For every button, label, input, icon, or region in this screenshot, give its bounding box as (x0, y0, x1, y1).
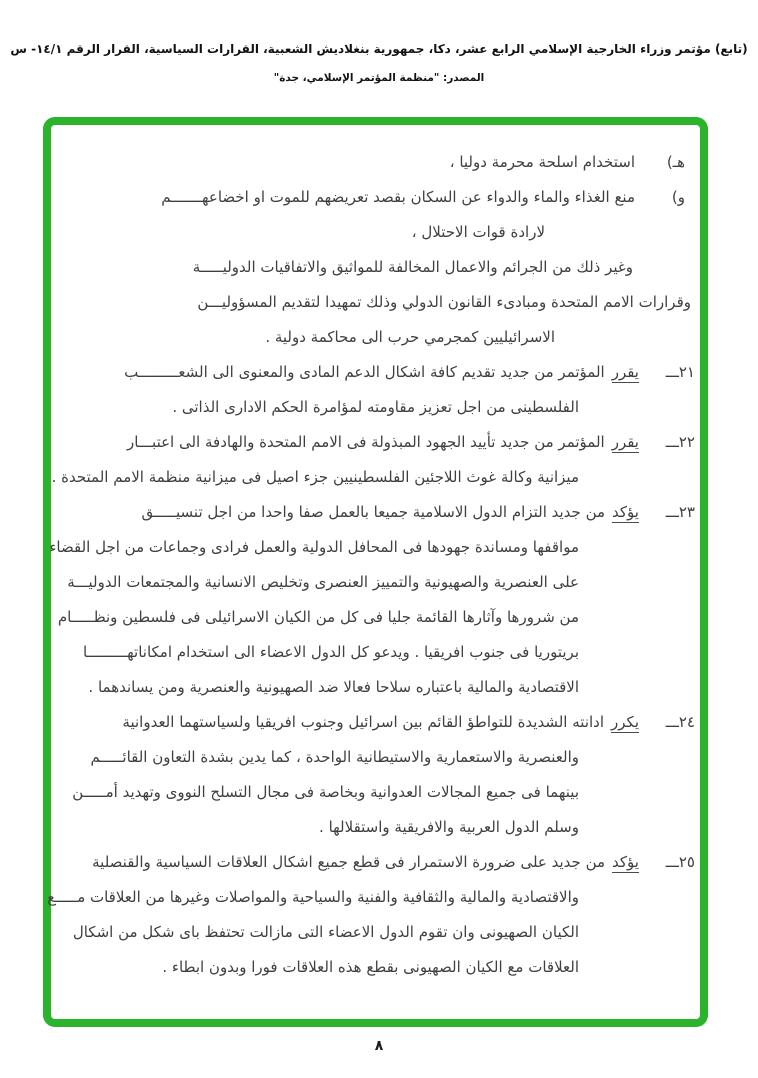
item-text: ادانته الشديدة للتواطؤ القائم بين اسرائيل وجنوب افريقيا ولسياستهما العدوانية (122, 713, 605, 731)
sub-item (79, 180, 685, 215)
resolution-item-first-line (79, 705, 695, 740)
resolution-item-first-line (79, 495, 695, 530)
item-line: والاقتصادية والمالية والثقافية والفنية والسياحية والمواصلات وغيرها من العلاقات مـــــع (47, 888, 579, 906)
source-line: المصدر: "منظمة المؤتمر الإسلامي، جدة" (273, 72, 485, 84)
page-number: ٨ (374, 1038, 384, 1054)
item-line: ميزانية وكالة غوث اللاجئين الفلسطينيين جزء اصيل فى ميزانية منظمة الامم المتحدة . (51, 468, 579, 486)
item-verb: يؤكد (612, 503, 639, 521)
sub-item-marker: هـ) (666, 153, 685, 171)
document-body (47, 125, 700, 1019)
sub-item-text: لارادة قوات الاحتلال ، (411, 223, 545, 241)
item-text: المؤتمر من جديد تقديم كافة اشكال الدعم المادى والمعنوى الى الشعـــــــــب (124, 363, 605, 381)
item-line: العلاقات مع الكيان الصهيونى بقطع هذه العلاقات فورا وبدون ابطاء . (162, 958, 579, 976)
resolution-item-first-line (79, 845, 695, 880)
item-text: من جديد على ضرورة الاستمرار فى قطع جميع اشكال العلاقات السياسية والقنصلية (92, 853, 606, 871)
item-line: الكيان الصهيونى وان تقوم الدول الاعضاء التى مازالت تحتفظ باى شكل من اشكال (72, 923, 579, 941)
item-line: مواقفها ومساندة جهودها فى المحافل الدولية والعمل فرادى وجماعات من اجل القضاء (49, 538, 579, 556)
item-verb: يؤكد (612, 853, 639, 871)
item-number: ٢١ـــ (665, 363, 695, 381)
sub-item-marker: و) (671, 188, 685, 206)
item-line: من شرورها وآثارها القائمة جليا فى كل من الكيان الاسرائيلى فى فلسطين ونظـــــام (57, 608, 579, 626)
sub-item-text: منع الغذاء والماء والدواء عن السكان بقصد تعريضهم للموت او اخضاعهـــــــم (161, 188, 635, 206)
item-line: والعنصرية والاستعمارية والاستيطانية الواحدة ، كما يدين بشدة التعاون القائـــــم (90, 748, 579, 766)
item-number: ٢٣ـــ (665, 503, 695, 521)
paragraph-line: وقرارات الامم المتحدة ومبادىء القانون الدولي وذلك تمهيدا لتقديم المسؤوليـــن (197, 293, 691, 311)
paragraph-line: وغير ذلك من الجرائم والاعمال المخالفة للمواثيق والاتفاقيات الدوليـــــة (192, 258, 633, 276)
item-verb: يكرر (611, 713, 639, 731)
paragraph-line: الاسرائيليين كمجرمي حرب الى محاكمة دولية . (265, 328, 555, 346)
item-line: بينهما فى جميع المجالات العدوانية وبخاصة فى مجال التسلح النووى وتهديد أمـــــن (72, 783, 579, 801)
item-number: ٢٤ـــ (665, 713, 695, 731)
item-verb: يقرر (611, 433, 639, 451)
sub-item-text: استخدام اسلحة محرمة دوليا ، (449, 153, 635, 171)
item-text: المؤتمر من جديد تأييد الجهود المبذولة فى الامم المتحدة والهادفة الى اعتبـــار (127, 433, 605, 451)
item-number: ٢٥ـــ (665, 853, 695, 871)
page-header-line-1: (تابع) مؤتمر وزراء الخارجية الإسلامي الرابع عشر، دكا، جمهورية بنغلاديش الشعبية، القرارات السياسية، القرار الرقم ١٤/١- س (10, 42, 748, 56)
resolution-item-first-line (79, 425, 695, 460)
item-line: الفلسطينى من اجل تعزيز مقاومته لمؤامرة الحكم الادارى الذاتى . (172, 398, 579, 416)
resolution-item-first-line (79, 355, 695, 390)
item-verb: يقرر (611, 363, 639, 381)
sub-item (79, 145, 685, 180)
item-number: ٢٢ـــ (665, 433, 695, 451)
item-text: من جديد التزام الدول الاسلامية جميعا بالعمل صفا واحدا من اجل تنسيـــــق (141, 503, 606, 521)
item-line: على العنصرية والصهيونية والتمييز العنصرى وتخليص الانسانية والمجتمعات الدوليـــة (67, 573, 579, 591)
item-line: بريتوريا فى جنوب افريقيا . ويدعو كل الدول الاعضاء الى استخدام امكاناتهـــــــــا (83, 643, 579, 661)
item-line: الاقتصادية والمالية باعتباره سلاحا فعالا ضد الصهيونية والعنصرية ومن يساندهما . (88, 678, 579, 696)
item-line: وسلم الدول العربية والافريقية واستقلالها . (319, 818, 579, 836)
